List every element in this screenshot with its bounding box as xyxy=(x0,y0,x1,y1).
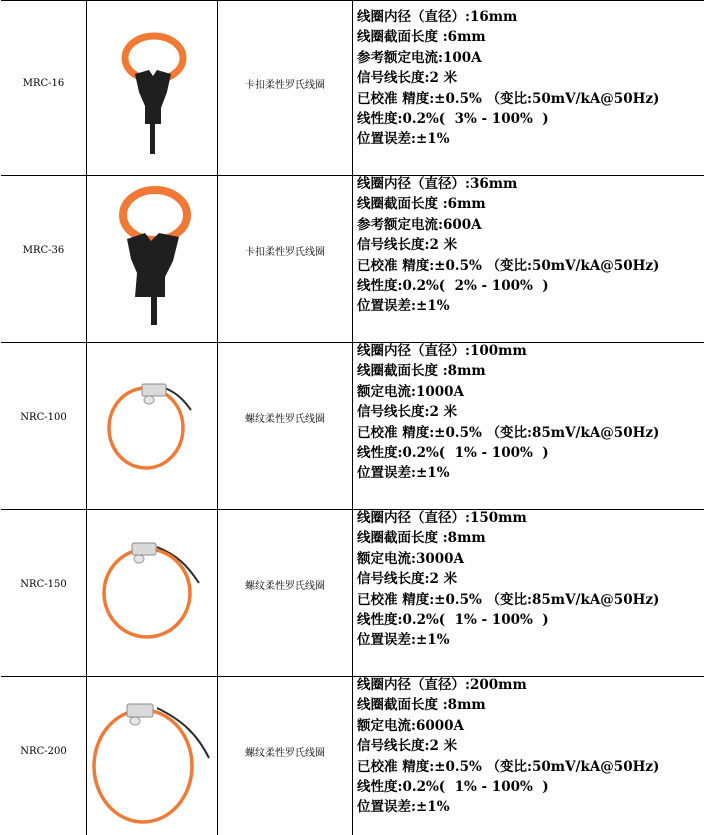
loop-coil-icon xyxy=(87,334,218,501)
spec-line: 信号线长度:2 米 xyxy=(357,571,458,588)
product-image-cell xyxy=(87,501,218,668)
loop-coil-icon xyxy=(87,668,218,835)
model-cell: NRC-100 xyxy=(1,334,87,501)
spec-line: 信号线长度:2 米 xyxy=(357,70,458,87)
product-image-cell xyxy=(87,334,218,501)
spec-line: 线圈内径（直径）:36mm xyxy=(357,176,518,192)
spec-line: 位置误差:±1% xyxy=(357,298,450,315)
loop-coil-icon xyxy=(87,501,218,668)
spec-line: 额定电流:6000A xyxy=(357,717,465,734)
type-cell: 螺纹柔性罗氏线圈 xyxy=(218,501,353,668)
table-row xyxy=(1,334,704,501)
spec-line: 线圈截面长度 :8mm xyxy=(357,363,486,380)
product-image-cell xyxy=(87,0,218,167)
row-divider xyxy=(1,175,704,176)
spec-line: 线性度:0.2%( 3% - 100% ) xyxy=(357,111,549,128)
spec-line: 线圈截面长度 :8mm xyxy=(357,530,486,547)
spec-line: 线圈内径（直径）:200mm xyxy=(357,677,527,693)
spec-line: 已校准 精度:±0.5% （变比:50mV/kA@50Hz) xyxy=(357,257,660,274)
clamp-coil-icon xyxy=(87,0,218,167)
spec-cell xyxy=(353,167,704,334)
spec-cell xyxy=(353,668,704,835)
spec-line: 线圈截面长度 :6mm xyxy=(357,29,486,46)
product-image-cell xyxy=(87,167,218,334)
spec-line: 位置误差:±1% xyxy=(357,632,450,649)
clamp-coil-icon xyxy=(87,167,218,334)
spec-cell xyxy=(353,334,704,501)
spec-line: 已校准 精度:±0.5% （变比:50mV/kA@50Hz) xyxy=(357,758,660,775)
model-cell: MRC-36 xyxy=(1,167,87,334)
type-cell: 卡扣柔性罗氏线圈 xyxy=(218,167,353,334)
table-row xyxy=(1,0,704,167)
spec-line: 线圈内径（直径）:150mm xyxy=(357,510,527,526)
model-cell: NRC-150 xyxy=(1,501,87,668)
model-cell: NRC-200 xyxy=(1,668,87,835)
table-row xyxy=(1,167,704,334)
type-cell: 螺纹柔性罗氏线圈 xyxy=(218,668,353,835)
spec-line: 线圈截面长度 :6mm xyxy=(357,196,486,213)
spec-line: 额定电流:3000A xyxy=(357,550,465,567)
type-cell: 螺纹柔性罗氏线圈 xyxy=(218,334,353,501)
spec-line: 位置误差:±1% xyxy=(357,465,450,482)
row-divider xyxy=(1,342,704,343)
spec-line: 参考额定电流:600A xyxy=(357,216,482,233)
spec-cell xyxy=(353,501,704,668)
spec-line: 额定电流:1000A xyxy=(357,383,465,400)
spec-line: 线性度:0.2%( 1% - 100% ) xyxy=(357,445,549,462)
spec-line: 线性度:0.2%( 1% - 100% ) xyxy=(357,612,549,629)
spec-line: 参考额定电流:100A xyxy=(357,49,482,66)
model-cell: MRC-16 xyxy=(1,0,87,167)
spec-line: 线性度:0.2%( 1% - 100% ) xyxy=(357,779,549,796)
spec-line: 线性度:0.2%( 2% - 100% ) xyxy=(357,278,549,295)
spec-line: 线圈内径（直径）:16mm xyxy=(357,9,518,25)
table-border xyxy=(1,0,704,1)
row-divider xyxy=(1,509,704,510)
spec-line: 信号线长度:2 米 xyxy=(357,738,458,755)
spec-line: 已校准 精度:±0.5% （变比:85mV/kA@50Hz) xyxy=(357,424,660,441)
spec-line: 位置误差:±1% xyxy=(357,131,450,148)
table-row xyxy=(1,668,704,835)
spec-line: 已校准 精度:±0.5% （变比:50mV/kA@50Hz) xyxy=(357,90,660,107)
type-cell: 卡扣柔性罗氏线圈 xyxy=(218,0,353,167)
spec-line: 信号线长度:2 米 xyxy=(357,404,458,421)
spec-line: 位置误差:±1% xyxy=(357,799,450,816)
spec-line: 线圈截面长度 :8mm xyxy=(357,697,486,714)
spec-line: 线圈内径（直径）:100mm xyxy=(357,343,527,359)
spec-line: 已校准 精度:±0.5% （变比:85mV/kA@50Hz) xyxy=(357,591,660,608)
spec-line: 信号线长度:2 米 xyxy=(357,237,458,254)
row-divider xyxy=(1,676,704,677)
product-image-cell xyxy=(87,668,218,835)
table-row xyxy=(1,501,704,668)
spec-cell xyxy=(353,0,704,167)
